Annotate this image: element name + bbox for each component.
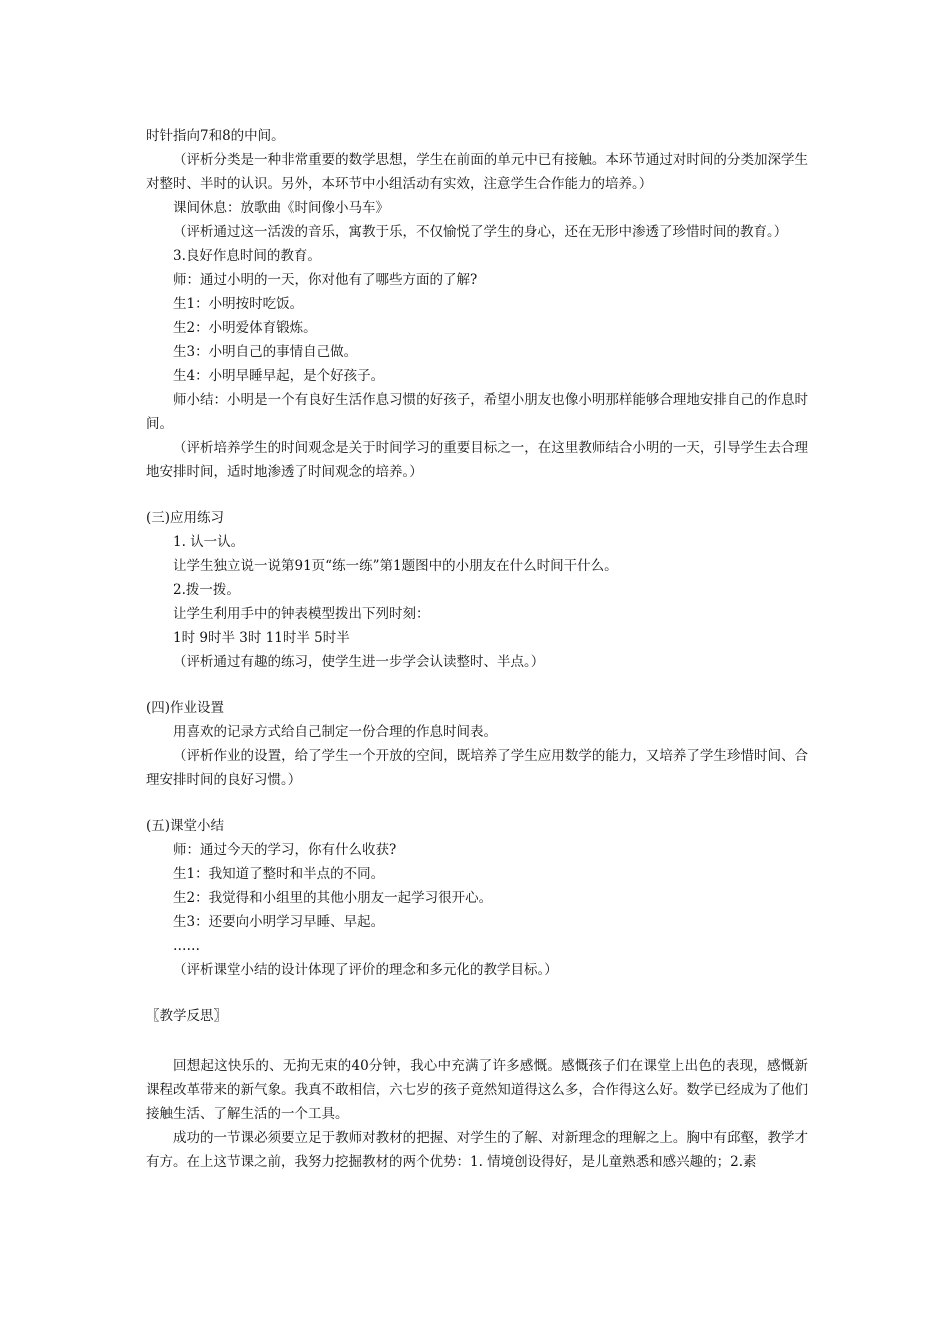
comment-classification: （评析分类是一种非常重要的数学思想，学生在前面的单元中已有接触。本环节通过对时间的分类加深学生对整时、半时的认识。另外，本环节中小组活动有实效，注意学生合作能力的培养。）	[146, 152, 808, 192]
document-page	[146, 124, 808, 1174]
paragraph-student-3: 生3：小明自己的事情自己做。	[173, 344, 358, 360]
homework-desc: 用喜欢的记录方式给自己制定一份合理的作息时间表。	[173, 724, 497, 740]
practice-item-1: 1. 认一认。	[173, 534, 245, 550]
paragraph-break-song: 课间休息：放歌曲《时间像小马车》	[173, 200, 389, 216]
comment-music: （评析通过这一活泼的音乐，寓教于乐，不仅愉悦了学生的身心，还在无形中渗透了珍惜时间的教育。）	[173, 224, 788, 240]
paragraph-teacher-summary: 师小结：小明是一个有良好生活作息习惯的好孩子，希望小朋友也像小明那样能够合理地安排自己的作息时间。	[146, 392, 808, 432]
paragraph-clock-hint: 时针指向7和8的中间。	[146, 128, 285, 144]
reflection-paragraph-2: 成功的一节课必须要立足于教师对教材的把握、对学生的了解、对新理念的理解之上。胸中有邱壑，教学才有方。在上这节课之前，我努力挖掘教材的两个优势：1. 情境创设得好，是儿童熟悉和感兴趣的；2.素	[146, 1130, 808, 1170]
summary-student-3: 生3：还要向小明学习早睡、早起。	[173, 914, 385, 930]
summary-ellipsis: ……	[173, 938, 200, 954]
summary-student-2: 生2：我觉得和小组里的其他小朋友一起学习很开心。	[173, 890, 493, 906]
paragraph-student-2: 生2：小明爱体育锻炼。	[173, 320, 317, 336]
section-heading-homework: (四)作业设置	[146, 700, 225, 716]
paragraph-schedule-education: 3.良好作息时间的教育。	[173, 248, 321, 264]
paragraph-student-4: 生4：小明早睡早起，是个好孩子。	[173, 368, 385, 384]
reflection-paragraph-1: 回想起这快乐的、无拘无束的40分钟，我心中充满了许多感慨。感慨孩子们在课堂上出色的表现，感慨新课程改革带来的新气象。我真不敢相信，六七岁的孩子竟然知道得这么多，合作得这么好。数学已经成为了他们接触生活、了解生活的一个工具。	[146, 1058, 808, 1122]
paragraph-student-1: 生1：小明按时吃饭。	[173, 296, 304, 312]
paragraph-teacher-question: 师：通过小明的一天，你对他有了哪些方面的了解?	[173, 272, 478, 288]
comment-time-concept: （评析培养学生的时间观念是关于时间学习的重要目标之一，在这里教师结合小明的一天，引导学生去合理地安排时间，适时地渗透了时间观念的培养。）	[146, 440, 808, 480]
comment-homework: （评析作业的设置，给了学生一个开放的空间，既培养了学生应用数学的能力，又培养了学生珍惜时间、合理安排时间的良好习惯。）	[146, 748, 808, 788]
practice-times: 1时 9时半 3时 11时半 5时半	[173, 630, 350, 646]
practice-item-2-desc: 让学生利用手中的钟表模型拨出下列时刻：	[173, 606, 430, 622]
practice-item-2: 2.拨一拨。	[173, 582, 240, 598]
summary-student-1: 生1：我知道了整时和半点的不同。	[173, 866, 385, 882]
comment-summary: （评析课堂小结的设计体现了评价的理念和多元化的教学目标。）	[173, 962, 558, 978]
comment-practice: （评析通过有趣的练习，使学生进一步学会认读整时、半点。）	[173, 654, 545, 670]
section-heading-summary: (五)课堂小结	[146, 818, 225, 834]
section-heading-practice: (三)应用练习	[146, 510, 225, 526]
practice-item-1-desc: 让学生独立说一说第91页“练一练”第1题图中的小朋友在什么时间干什么。	[173, 558, 618, 574]
section-heading-reflection: 〖教学反思〗	[146, 1008, 227, 1024]
summary-teacher: 师：通过今天的学习，你有什么收获?	[173, 842, 397, 858]
